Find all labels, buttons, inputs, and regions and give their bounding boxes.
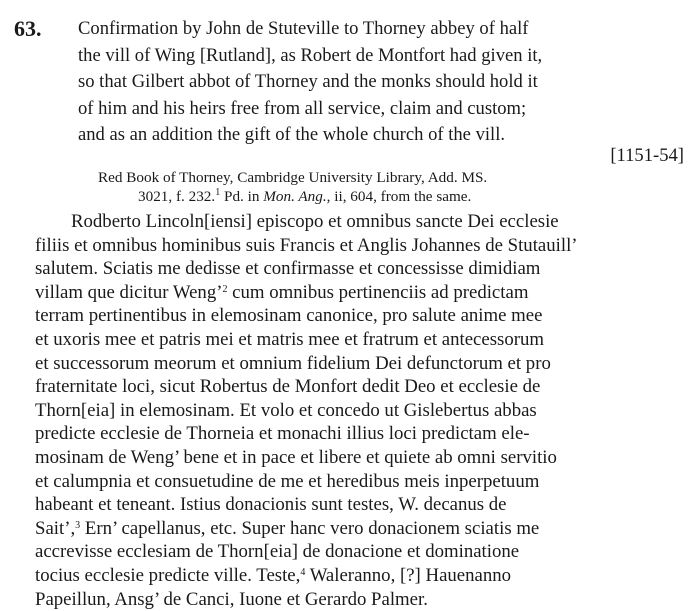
charter-line: [35, 564, 687, 588]
charter-line: [35, 517, 687, 541]
summary-line: so that Gilbert abbot of Thorney and the monks should hold it: [78, 69, 686, 96]
footnote-ref: 2: [222, 284, 227, 295]
charter-line: filiis et omnibus hominibus suis Francis et Anglis Johannes de Stutauill’: [35, 234, 687, 258]
source-folio: 3021, f. 232.: [138, 188, 215, 205]
charter-line: salutem. Sciatis me dedisse et confirmasse et concessisse dimidiam: [35, 257, 687, 281]
charter-line: accrevisse ecclesiam de Thorn[eia] de donacione et dominatione: [35, 540, 687, 564]
charter-text-segment: villam que dicitur Weng’: [35, 282, 222, 303]
charter-text-segment: Ern’ capellanus, etc. Super hanc vero donacionem sciatis me: [80, 518, 539, 539]
summary-line: the vill of Wing [Rutland], as Robert de Montfort had given it,: [78, 43, 686, 70]
source-line: Red Book of Thorney, Cambridge University Library, Add. MS.: [98, 168, 686, 187]
charter-line: et calumpnia et consuetudine de me et heredibus meis inperpetuum: [35, 470, 687, 494]
footnote-ref: 3: [75, 520, 80, 531]
charter-line: Thorn[eia] in elemosinam. Et volo et concedo ut Gislebertus abbas: [35, 399, 687, 423]
charter-line: Papeillun, Ansg’ de Canci, Iuone et Gerardo Palmer.: [35, 588, 687, 611]
source-text: Pd. in: [220, 188, 263, 205]
source-title: Mon. Ang.: [263, 188, 326, 205]
entry-number: 63.: [14, 16, 42, 42]
charter-text-segment: tocius ecclesie predicte ville. Teste,: [35, 565, 300, 586]
charter-text: [35, 210, 687, 611]
summary-line: of him and his heirs free from all service, claim and custom;: [78, 96, 686, 123]
charter-line: et uxoris mee et patris mei et matris mee et fratrum et antecessorum: [35, 328, 687, 352]
charter-line: mosinam de Weng’ bene et in pace et libere et quiete ab omni servitio: [35, 446, 687, 470]
charter-line: predicte ecclesie de Thorneia et monachi illius loci predictam ele-: [35, 422, 687, 446]
charter-line: terram pertinentibus in elemosinam canonice, pro salute anime mee: [35, 304, 687, 328]
entry-summary: [78, 16, 686, 149]
source-text: , ii, 604, from the same.: [327, 188, 472, 205]
charter-line: habeant et teneant. Istius donacionis sunt testes, W. decanus de: [35, 493, 687, 517]
footnote-ref: 4: [300, 567, 305, 578]
charter-line: Rodberto Lincoln[iensi] episcopo et omnibus sancte Dei ecclesie: [35, 210, 687, 234]
date-range: [1151-54]: [610, 144, 684, 168]
charter-line: et successorum meorum et omnium fidelium Dei defunctorum et pro: [35, 352, 687, 376]
charter-text-segment: cum omnibus pertinenciis ad predictam: [227, 282, 528, 303]
footnote-ref: 1: [215, 187, 220, 198]
charter-text-segment: Waleranno, [?] Hauenanno: [305, 565, 511, 586]
summary-line: and as an addition the gift of the whole church of the vill.: [78, 122, 686, 149]
charter-line: [35, 281, 687, 305]
summary-line: Confirmation by John de Stuteville to Thorney abbey of half: [78, 16, 686, 43]
source-citation: [98, 168, 686, 206]
charter-text-segment: Sait’,: [35, 518, 75, 539]
source-line: [98, 187, 686, 206]
charter-line: fraternitate loci, sicut Robertus de Monfort dedit Deo et ecclesie de: [35, 375, 687, 399]
